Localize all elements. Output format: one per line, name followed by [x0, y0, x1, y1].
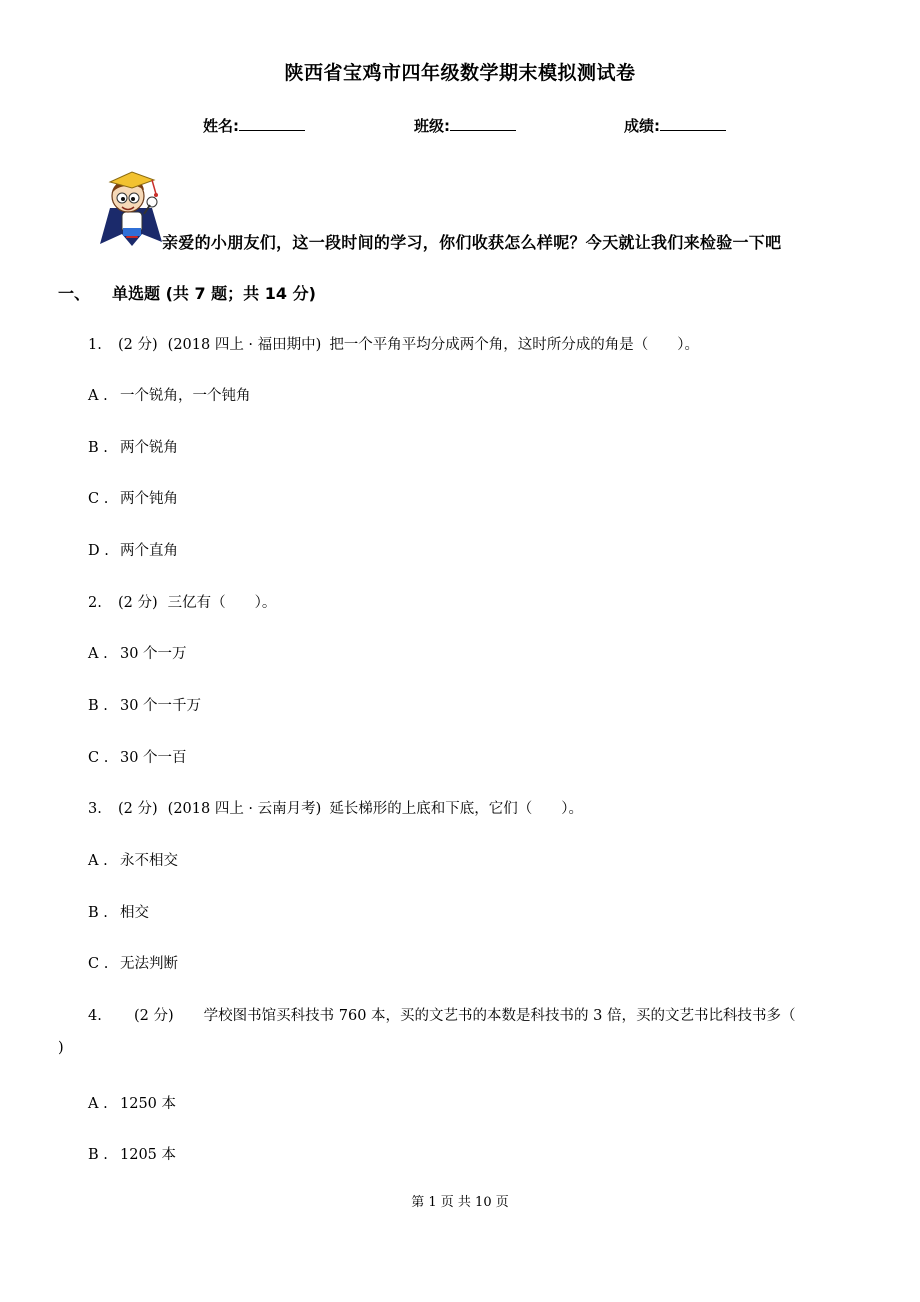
option-letter: B .: [88, 1147, 108, 1163]
option-text: 1205 本: [120, 1147, 177, 1163]
question-score: (2 分): [134, 1008, 174, 1024]
option-letter: C .: [88, 750, 109, 766]
option-text: 相交: [120, 905, 149, 921]
option-3b[interactable]: [88, 901, 149, 922]
option-letter: A .: [88, 388, 108, 404]
option-1a[interactable]: [88, 384, 251, 405]
option-2b[interactable]: [88, 694, 201, 715]
option-2a[interactable]: [88, 642, 187, 663]
question-text: 三亿有（ ）。: [167, 595, 277, 611]
option-1b[interactable]: [88, 436, 178, 457]
option-letter: B .: [88, 440, 108, 456]
option-4b[interactable]: [88, 1143, 176, 1164]
section-heading: [58, 281, 316, 304]
option-letter: C .: [88, 491, 109, 507]
name-blank: [239, 116, 305, 131]
name-label: 姓名:: [203, 117, 239, 135]
question-source: (2018 四上 · 福田期中): [167, 337, 322, 353]
mascot-icon: [92, 168, 172, 248]
option-text: 两个锐角: [120, 440, 178, 456]
section-title: 单选题 (共 7 题；共 14 分): [112, 284, 316, 303]
question-3: [88, 797, 583, 818]
option-letter: A .: [88, 1096, 108, 1112]
score-label: 成绩:: [624, 117, 660, 135]
option-letter: C .: [88, 956, 109, 972]
option-2c[interactable]: [88, 746, 187, 767]
page-title: 陕西省宝鸡市四年级数学期末模拟测试卷: [284, 62, 636, 84]
option-text: 无法判断: [120, 956, 178, 972]
score-blank: [660, 116, 726, 131]
option-3c[interactable]: [88, 952, 178, 973]
question-number: 4.: [88, 1008, 102, 1024]
question-score: (2 分): [118, 801, 158, 817]
option-text: 30 个一千万: [120, 698, 202, 714]
option-text: 30 个一万: [120, 646, 187, 662]
question-number: 1.: [88, 337, 102, 353]
option-letter: B .: [88, 698, 108, 714]
option-letter: D .: [88, 543, 109, 559]
page-footer: 第 1 页 共 10 页: [411, 1195, 509, 1210]
question-1: [88, 333, 699, 354]
option-text: 两个直角: [120, 543, 178, 559]
class-label: 班级:: [414, 117, 450, 135]
question-text: 学校图书馆买科技书 760 本，买的文艺书的本数是科技书的 3 倍，买的文艺书比科技书多（: [203, 1008, 796, 1024]
option-text: 两个钝角: [120, 491, 178, 507]
section-number: 一、: [58, 284, 91, 303]
question-score: (2 分): [118, 595, 158, 611]
question-2: [88, 591, 276, 612]
question-text: 把一个平角平均分成两个角，这时所分成的角是（ ）。: [329, 337, 700, 353]
score-field: [624, 115, 726, 136]
option-text: 1250 本: [120, 1096, 177, 1112]
class-blank: [450, 116, 516, 131]
option-text: 一个锐角，一个钝角: [120, 388, 251, 404]
question-4-continuation: ): [58, 1040, 64, 1056]
option-text: 30 个一百: [120, 750, 187, 766]
name-field: [203, 115, 305, 136]
option-3a[interactable]: [88, 849, 178, 870]
question-text: 延长梯形的上底和下底，它们（ ）。: [329, 801, 584, 817]
question-source: (2018 四上 · 云南月考): [167, 801, 322, 817]
question-number: 3.: [88, 801, 102, 817]
option-letter: A .: [88, 853, 108, 869]
option-1c[interactable]: [88, 487, 178, 508]
class-field: [414, 115, 516, 136]
greeting-text: 亲爱的小朋友们，这一段时间的学习，你们收获怎么样呢？今天就让我们来检验一下吧: [162, 233, 782, 252]
option-text: 永不相交: [120, 853, 178, 869]
option-1d[interactable]: [88, 539, 178, 560]
option-4a[interactable]: [88, 1092, 176, 1113]
question-score: (2 分): [118, 337, 158, 353]
question-number: 2.: [88, 595, 102, 611]
question-4: [88, 1004, 868, 1025]
option-letter: B .: [88, 905, 108, 921]
option-letter: A .: [88, 646, 108, 662]
